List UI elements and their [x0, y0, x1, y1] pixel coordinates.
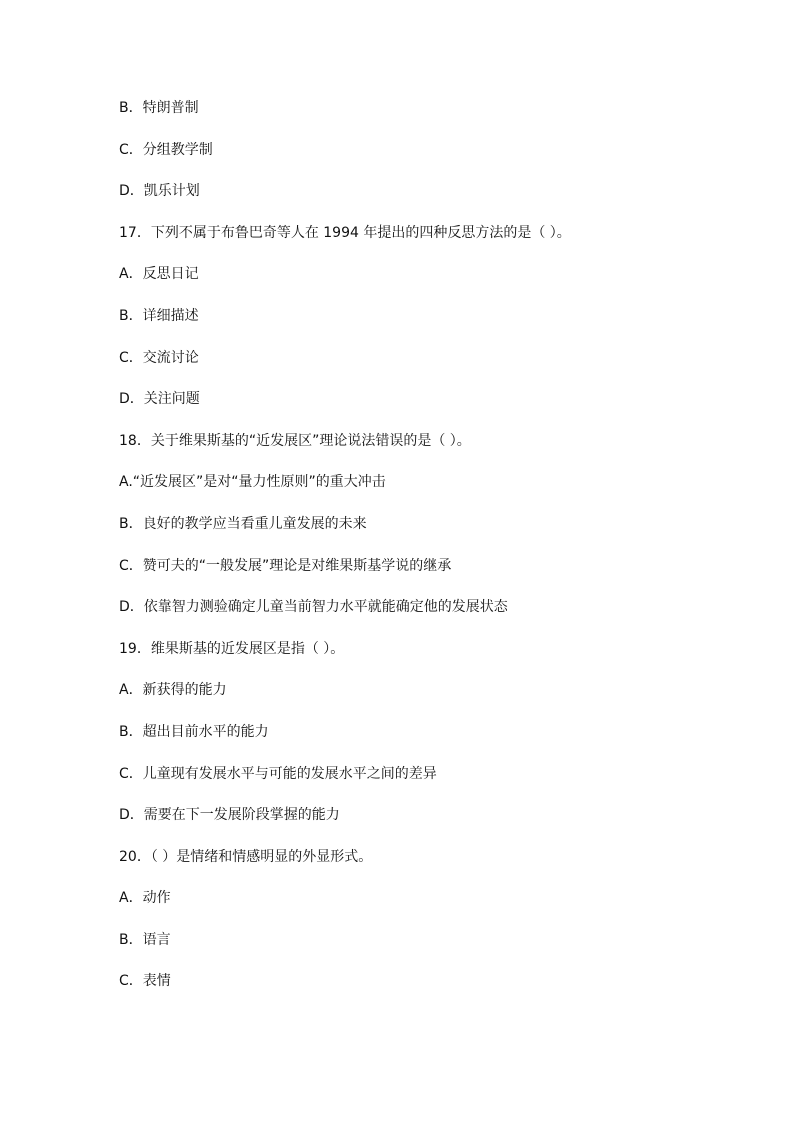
question-18: 18．关于维果斯基的“近发展区”理论说法错误的是（ ）。: [119, 432, 471, 449]
option-20b: B．语言: [119, 931, 171, 948]
option-18d: D．依靠智力测验确定儿童当前智力水平就能确定他的发展状态: [119, 599, 508, 616]
question-20: 20．（ ）是情绪和情感明显的外显形式。: [119, 848, 373, 865]
question-17: 17．下列不属于布鲁巴奇等人在 1994 年提出的四种反思方法的是（ ）。: [119, 224, 571, 241]
option-17c: C．交流讨论: [119, 349, 199, 366]
option-18a: A.“近发展区”是对“量力性原则”的重大冲击: [119, 474, 386, 491]
option-19a: A．新获得的能力: [119, 682, 227, 699]
option-16c: C．分组教学制: [119, 141, 213, 158]
option-19d: D．需要在下一发展阶段掌握的能力: [119, 807, 340, 824]
option-17a: A．反思日记: [119, 266, 199, 283]
option-17d: D．关注问题: [119, 391, 200, 408]
option-17b: B．详细描述: [119, 307, 199, 324]
option-20a: A．动作: [119, 890, 171, 907]
option-19b: B．超出目前水平的能力: [119, 723, 269, 740]
option-19c: C．儿童现有发展水平与可能的发展水平之间的差异: [119, 765, 437, 782]
option-20c: C．表情: [119, 973, 171, 990]
option-16b: B．特朗普制: [119, 100, 199, 116]
option-18b: B．良好的教学应当看重儿童发展的未来: [119, 515, 367, 532]
option-18c: C．赞可夫的“一般发展”理论是对维果斯基学说的继承: [119, 557, 452, 574]
option-16d: D．凯乐计划: [119, 183, 200, 200]
question-19: 19．维果斯基的近发展区是指（ ）。: [119, 640, 345, 657]
